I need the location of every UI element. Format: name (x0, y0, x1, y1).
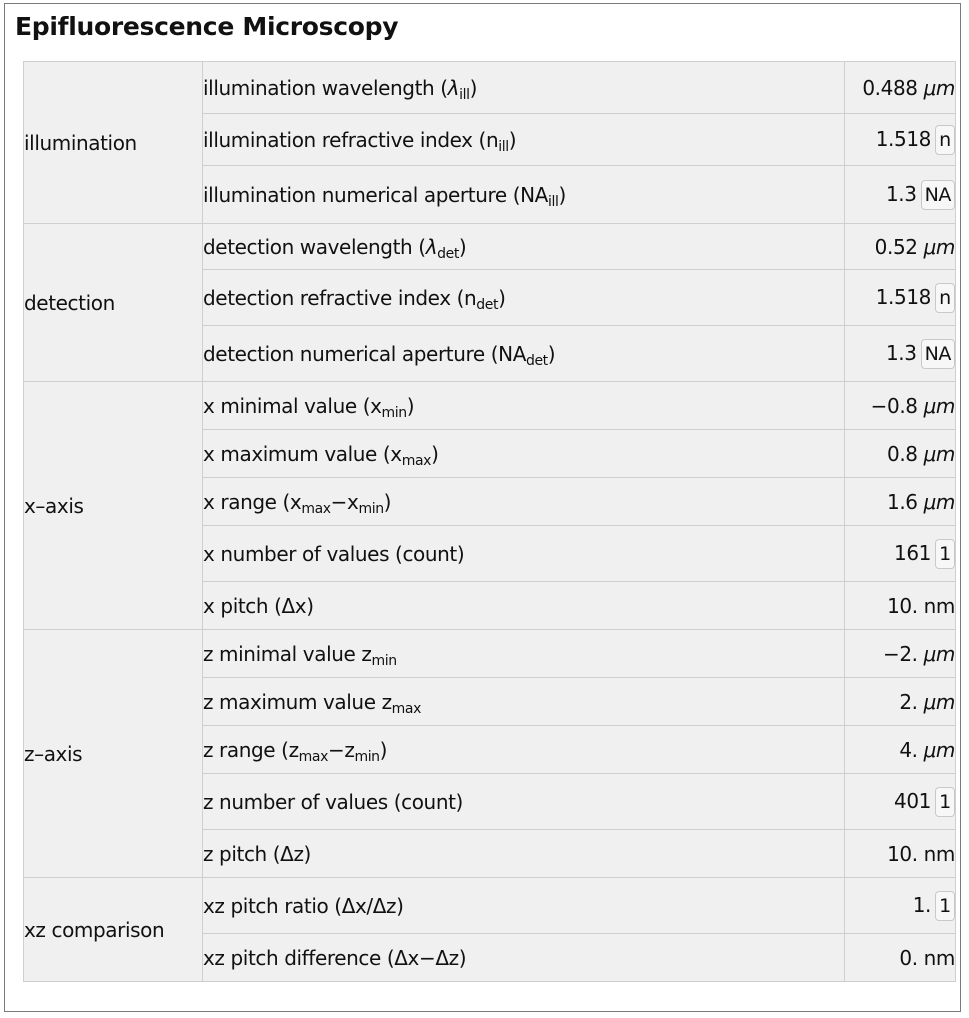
table-row (24, 630, 956, 678)
param-label: z minimal value $z_{min}$ (203, 630, 845, 678)
param-value: 10. nm (845, 582, 956, 630)
param-label: illumination refractive index $(n_{ill})$ (203, 114, 845, 166)
param-value: 0.8 μm (845, 430, 956, 478)
param-value: −0.8 μm (845, 382, 956, 430)
table-row (24, 62, 956, 114)
param-value: 1.3 NA (845, 166, 956, 224)
param-label: illumination numerical aperture $(NA_{ill})$ (203, 166, 845, 224)
param-label: x minimal value $(x_{min})$ (203, 382, 845, 430)
group-label-illumination: illumination (24, 62, 203, 224)
unit-chip[interactable]: NA (921, 180, 955, 210)
group-label-z-axis: z–axis (24, 630, 203, 878)
param-label: x maximum value $(x_{max})$ (203, 430, 845, 478)
param-value: 0.52 μm (845, 224, 956, 270)
table-row (24, 878, 956, 934)
param-label: xz pitch ratio (Δx/Δz) (203, 878, 845, 934)
unit-chip[interactable]: 1 (935, 891, 955, 921)
param-label: xz pitch difference (Δx−Δz) (203, 934, 845, 982)
parameters-table (23, 61, 956, 982)
unit-chip[interactable]: n (935, 283, 955, 313)
param-label: z pitch (Δz) (203, 830, 845, 878)
param-label: z range $(z_{max}-z_{min})$ (203, 726, 845, 774)
result-panel (4, 3, 961, 1012)
param-value: 1.3 NA (845, 326, 956, 382)
table-row (24, 382, 956, 430)
unit-chip[interactable]: 1 (935, 539, 955, 569)
param-label: x pitch (Δx) (203, 582, 845, 630)
unit-chip[interactable]: NA (921, 339, 955, 369)
param-value: 0.488 μm (845, 62, 956, 114)
param-label: z number of values (count) (203, 774, 845, 830)
param-value: 1.518 n (845, 270, 956, 326)
param-value: −2. μm (845, 630, 956, 678)
panel-title: Epifluorescence Microscopy (15, 12, 399, 41)
group-label-xz-comparison: xz comparison (24, 878, 203, 982)
param-value: 1. 1 (845, 878, 956, 934)
param-label: x range $(x_{max}-x_{min})$ (203, 478, 845, 526)
param-value: 1.6 μm (845, 478, 956, 526)
param-value: 2. μm (845, 678, 956, 726)
unit-chip[interactable]: 1 (935, 787, 955, 817)
param-label: x number of values (count) (203, 526, 845, 582)
param-value: 10. nm (845, 830, 956, 878)
param-label: detection numerical aperture $(NA_{det})$ (203, 326, 845, 382)
group-label-detection: detection (24, 224, 203, 382)
param-label: z maximum value $z_{max}$ (203, 678, 845, 726)
param-value: 4. μm (845, 726, 956, 774)
param-value: 161 1 (845, 526, 956, 582)
param-value: 1.518 n (845, 114, 956, 166)
param-label: detection wavelength $(\lambda_{det})$ (203, 224, 845, 270)
param-value: 0. nm (845, 934, 956, 982)
param-label: illumination wavelength $(\lambda_{ill})$ (203, 62, 845, 114)
param-value: 401 1 (845, 774, 956, 830)
unit-chip[interactable]: n (935, 125, 955, 155)
param-label: detection refractive index $(n_{det})$ (203, 270, 845, 326)
group-label-x-axis: x–axis (24, 382, 203, 630)
table-row (24, 224, 956, 270)
